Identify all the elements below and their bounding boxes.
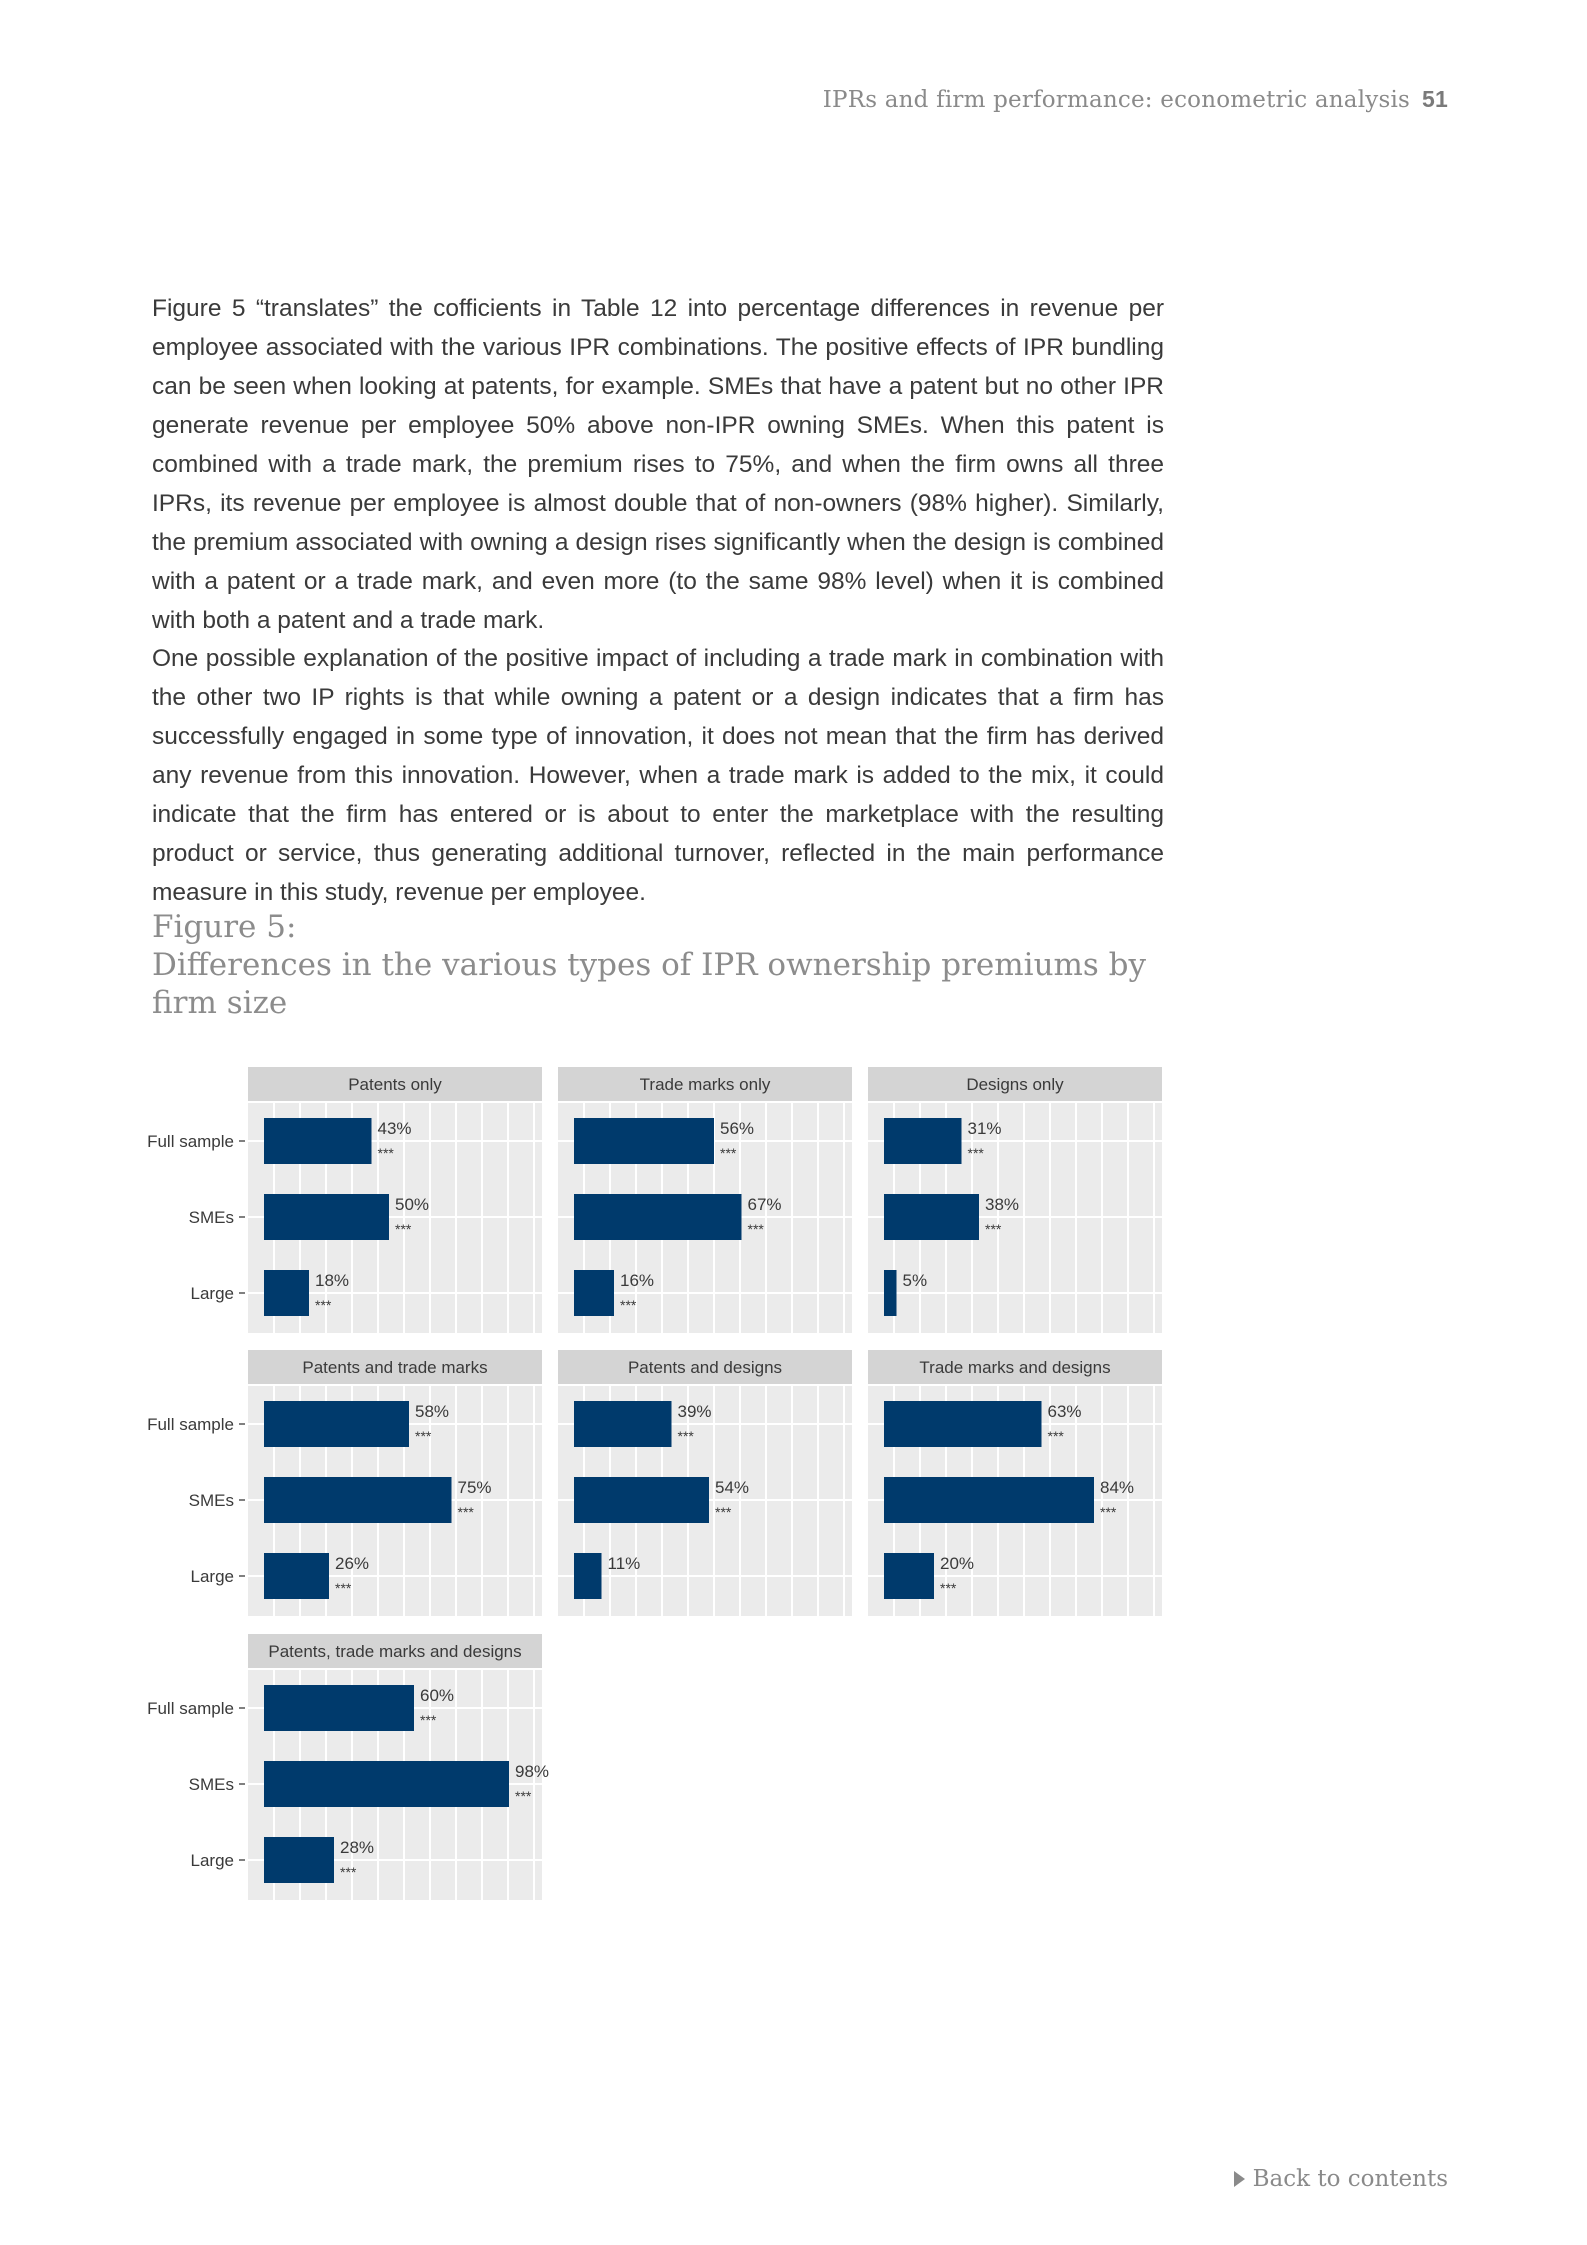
category-tick-label: SMEs bbox=[188, 1775, 234, 1794]
significance-label: *** bbox=[1047, 1428, 1064, 1444]
bar-value-label: 75% bbox=[457, 1478, 492, 1497]
bar-value-label: 31% bbox=[967, 1119, 1002, 1138]
bar-value-label: 60% bbox=[420, 1686, 455, 1705]
panel-title: Patents and designs bbox=[627, 1358, 783, 1377]
bar bbox=[884, 1194, 979, 1240]
significance-label: *** bbox=[515, 1788, 532, 1804]
page-number: 51 bbox=[1422, 86, 1448, 112]
category-tick-label: Full sample bbox=[147, 1132, 234, 1151]
bar bbox=[884, 1118, 962, 1164]
triangle-right-icon bbox=[1234, 2171, 1245, 2187]
significance-label: *** bbox=[340, 1864, 357, 1880]
bar bbox=[264, 1761, 509, 1807]
category-tick-label: Large bbox=[190, 1284, 234, 1303]
bar-value-label: 11% bbox=[607, 1554, 641, 1573]
significance-label: *** bbox=[315, 1297, 332, 1313]
bar bbox=[574, 1194, 742, 1240]
bar bbox=[264, 1837, 334, 1883]
bar-value-label: 67% bbox=[747, 1195, 782, 1214]
category-tick-label: Full sample bbox=[147, 1415, 234, 1434]
bar-value-label: 39% bbox=[677, 1402, 712, 1421]
running-header bbox=[823, 86, 1448, 113]
bar bbox=[264, 1477, 452, 1523]
bar bbox=[264, 1685, 414, 1731]
body-paragraph-1: Figure 5 “translates” the cofficients in Table 12 into percentage differences in revenue per employee associated with the various IPR combinations. The positive effects of IPR bundling can be seen when looking at patents, for example. SMEs that have a patent but no other IPR generate revenue per employee 50% above non-IPR owning SMEs. When this patent is combined with a trade mark, the premium rises to 75%, and when the firm owns all three IPRs, its revenue per employee is almost double that of non-owners (98% higher). Similarly, the premium associated with owning a design rises significantly when the design is combined with a patent or a trade mark, and even more (to the same 98% level) when it is combined with both a patent and a trade mark. bbox=[152, 295, 1164, 634]
bar bbox=[884, 1477, 1094, 1523]
significance-label: *** bbox=[377, 1145, 394, 1161]
bar-value-label: 26% bbox=[335, 1554, 370, 1573]
category-tick-label: SMEs bbox=[188, 1208, 234, 1227]
category-tick-label: SMEs bbox=[188, 1491, 234, 1510]
bar bbox=[264, 1401, 409, 1447]
bar bbox=[264, 1553, 329, 1599]
bar bbox=[264, 1194, 389, 1240]
bar bbox=[884, 1270, 897, 1316]
significance-label: *** bbox=[420, 1712, 437, 1728]
figure-caption: Differences in the various types of IPR ownership premiums by firm size bbox=[152, 947, 1147, 1021]
header-title: IPRs and firm performance: econometric analysis bbox=[822, 87, 1411, 113]
bar bbox=[574, 1401, 672, 1447]
bar-value-label: 28% bbox=[340, 1838, 375, 1857]
category-tick-label: Large bbox=[190, 1851, 234, 1870]
bar-value-label: 38% bbox=[985, 1195, 1020, 1214]
significance-label: *** bbox=[457, 1504, 474, 1520]
bar bbox=[574, 1118, 714, 1164]
bar-value-label: 58% bbox=[415, 1402, 450, 1421]
bar-value-label: 43% bbox=[377, 1119, 412, 1138]
panel-title: Patents only bbox=[348, 1075, 442, 1094]
bar-value-label: 50% bbox=[395, 1195, 430, 1214]
back-to-contents-link[interactable] bbox=[1234, 2166, 1448, 2192]
figure-label: Figure 5: bbox=[152, 909, 297, 945]
panel-title: Trade marks and designs bbox=[919, 1358, 1111, 1377]
bar bbox=[574, 1270, 614, 1316]
bar-value-label: 54% bbox=[715, 1478, 750, 1497]
category-tick-label: Full sample bbox=[147, 1699, 234, 1718]
bar-value-label: 56% bbox=[720, 1119, 755, 1138]
body-paragraph-2: One possible explanation of the positive impact of including a trade mark in combination with the other two IP rights is that while owning a patent or a design indicates that a firm has successfully engaged in some type of innovation, it does not mean that the firm has derived any revenue from this innovation. However, when a trade mark is added to the mix, it could indicate that the firm has entered or is about to enter the marketplace with the resulting product or service, thus generating additional turnover, reflected in the main performance measure in this study, revenue per employee. bbox=[152, 645, 1164, 906]
bar-value-label: 5% bbox=[902, 1271, 928, 1290]
bar-value-label: 16% bbox=[620, 1271, 655, 1290]
significance-label: *** bbox=[677, 1428, 694, 1444]
bar-value-label: 84% bbox=[1100, 1478, 1135, 1497]
bar bbox=[884, 1401, 1042, 1447]
category-tick-label: Large bbox=[190, 1567, 234, 1586]
bar-value-label: 98% bbox=[515, 1762, 550, 1781]
significance-label: *** bbox=[335, 1580, 352, 1596]
significance-label: *** bbox=[715, 1504, 732, 1520]
significance-label: *** bbox=[395, 1221, 412, 1237]
bar bbox=[574, 1553, 602, 1599]
significance-label: *** bbox=[747, 1221, 764, 1237]
significance-label: *** bbox=[967, 1145, 984, 1161]
ipr-premium-chart bbox=[0, 1050, 1200, 1910]
panel-title: Designs only bbox=[966, 1075, 1064, 1094]
bar bbox=[264, 1118, 372, 1164]
bar bbox=[884, 1553, 934, 1599]
figure-title bbox=[152, 908, 1192, 1022]
panel-title: Trade marks only bbox=[639, 1075, 771, 1094]
significance-label: *** bbox=[985, 1221, 1002, 1237]
bar bbox=[574, 1477, 709, 1523]
bar-value-label: 63% bbox=[1047, 1402, 1082, 1421]
significance-label: *** bbox=[415, 1428, 432, 1444]
panel-title: Patents, trade marks and designs bbox=[268, 1642, 522, 1661]
back-to-contents-label: Back to contents bbox=[1252, 2166, 1448, 2192]
bar-value-label: 20% bbox=[940, 1554, 975, 1573]
bar-value-label: 18% bbox=[315, 1271, 350, 1290]
significance-label: *** bbox=[720, 1145, 737, 1161]
significance-label: *** bbox=[620, 1297, 637, 1313]
significance-label: *** bbox=[1100, 1504, 1117, 1520]
significance-label: *** bbox=[940, 1580, 957, 1596]
bar bbox=[264, 1270, 309, 1316]
panel-title: Patents and trade marks bbox=[302, 1358, 488, 1377]
